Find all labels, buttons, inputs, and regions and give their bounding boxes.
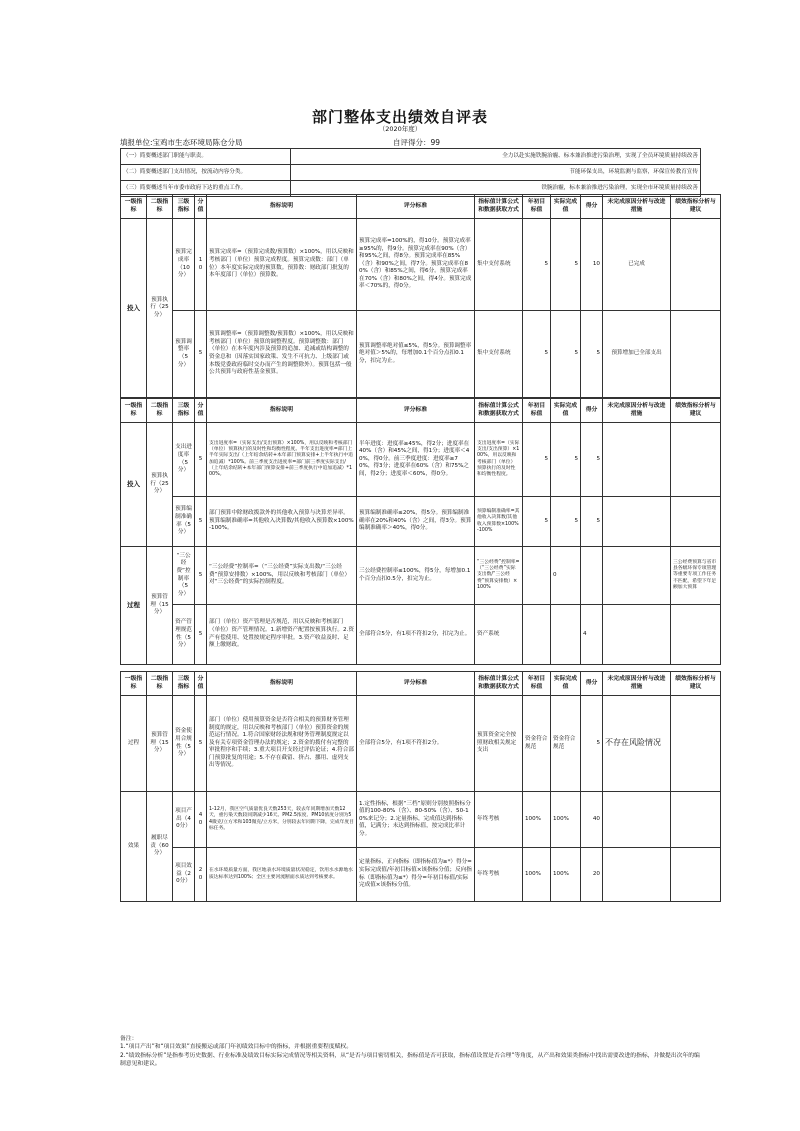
- l3-cell: 资产管理规范性（5分）: [173, 605, 195, 665]
- target-cell: 资金符合规范: [523, 696, 551, 792]
- standard-cell: 预算调整率绝对值≤5%，得5分。预算调整率绝对值＞5%的，每增加0.1个百分点扣0.1分，扣完为止。: [357, 311, 475, 398]
- score-label: 自评得分：99: [393, 138, 441, 147]
- summary-row: [121, 165, 701, 181]
- header-row: [121, 195, 721, 219]
- actual-cell: [551, 605, 581, 665]
- standard-cell: 半年进度：进度率≥45%，得2分；进度率在40%（含）和45%之间，得1分；进度率＜40%，得0分。前三季度进度：进度率≥70%，得3分；进度率在60%（含）和75%之间，得2分；进度率＜60%，得0分。: [357, 423, 475, 497]
- actual-cell: 5: [551, 311, 581, 398]
- formula-cell: 年终考核: [475, 848, 523, 902]
- actual-cell: 100%: [551, 848, 581, 902]
- header-l3: 三级指标: [173, 195, 195, 219]
- got-cell: 10: [581, 219, 603, 311]
- table-row: [121, 311, 721, 398]
- score-cell: 5: [195, 547, 207, 605]
- indicator-table-1: [120, 194, 721, 398]
- desc-cell: 支出进度率=（实际支出/支出预算）×100%，用以反映和考核部门（单位）预算执行的及时性和均衡性程度。半年支出进度率=部门上半年实际支出/（上年结余结转+本年部门预算安排+上半年执行中追加追减）*100%。前三季度支出进度率=部门前三季度实际支出/（上年结余结转+本年部门预算安排+前三季度执行中追加追减）*100%。: [207, 423, 357, 497]
- target-cell: 5: [523, 423, 551, 497]
- target-cell: 100%: [523, 792, 551, 848]
- got-cell: [581, 547, 603, 605]
- formula-cell: 预算编制准确率=其他收入决算数/其他收入预算数×100%-100%: [475, 497, 523, 547]
- l3-cell: 预算调整率（5分）: [173, 311, 195, 398]
- score-cell: 40: [195, 792, 207, 848]
- header-target: 年初目标值: [523, 195, 551, 219]
- header-got: 得分: [581, 195, 603, 219]
- notes: [120, 1035, 705, 1069]
- advice-cell: [671, 792, 721, 848]
- formula-cell: “三公经费”控制率=（“三公经费”实际支出数/“三公经费”预算安排数）×100%: [475, 547, 523, 605]
- header-target: 年初目标值: [523, 399, 551, 423]
- got-cell: 20: [581, 848, 603, 902]
- l3-cell: 预算完成率（10分）: [173, 219, 195, 311]
- target-cell: 5: [523, 311, 551, 398]
- standard-cell: 三公经费控制率≤100%，得5分，每增加0.1个百分点扣0.5分，扣完为止。: [357, 547, 475, 605]
- header-formula: 指标值计算公式和数据获取方式: [475, 399, 523, 423]
- actual-cell: 5: [551, 423, 581, 497]
- indicator-table-2: [120, 398, 721, 665]
- l2-cell: 预算管理（15分）: [147, 696, 173, 792]
- header-l1: 一级指标: [121, 672, 147, 696]
- header-desc: 指标说明: [207, 672, 357, 696]
- target-cell: 5: [523, 219, 551, 311]
- header-desc: 指标说明: [207, 399, 357, 423]
- summary-value: 铁腕治霾，标本兼治推进污染治理，实现全市环境质量持续改善: [291, 181, 701, 197]
- table-row: [121, 423, 721, 497]
- advice-cell: [671, 497, 721, 547]
- formula-cell: 集中支付系统: [475, 219, 523, 311]
- table-row: [121, 497, 721, 547]
- actual-cell: 5: [551, 497, 581, 547]
- score-cell: 5: [195, 696, 207, 792]
- target-cell: [523, 605, 551, 665]
- desc-cell: 部门（单位）使用预算资金是否符合相关的预算财务管理制度的规定，用以反映和考核部门（单位）预算资金的规范运行情况。1.符合国家财经法规和财务管理制度规定以及有关专项资金管理办法的规定；2.资金的拨付有完整的审批程序和手续；3.重大项目开支经过评估论证；4.符合部门预算批复的用途；5.不存在截留、挤占、挪用、虚列支出等情况。: [207, 696, 357, 792]
- l1-cell: 效果: [121, 792, 147, 902]
- year-label: （2020年度）: [378, 125, 422, 133]
- l2-cell: 预算管理（15分）: [147, 547, 173, 665]
- actual-cell: 资金符合规范: [551, 696, 581, 792]
- header-formula: 指标值计算公式和数据获取方式: [475, 672, 523, 696]
- table-row: [121, 605, 721, 665]
- l2-cell: 预算执行（25分）: [147, 423, 173, 547]
- header-advice: 绩效指标分析与建议: [671, 672, 721, 696]
- header-standard: 评分标准: [357, 399, 475, 423]
- header-got: 得分: [581, 672, 603, 696]
- got-cell: 5: [581, 497, 603, 547]
- header-actual: 实际完成值: [551, 195, 581, 219]
- summary-label: （三）简要概述当年市委市政府下达的重点工作。: [121, 181, 291, 197]
- standard-cell: 1.定性指标，根据“三档”原则分别按照指标分值的100-80%（含）、80-50%（含）、50-10%来记分；2.定量指标，完成值达到指标值，记满分；未达到指标值，按完成比率计分。: [357, 792, 475, 848]
- score-cell: 10: [195, 219, 207, 311]
- advice-cell: [671, 696, 721, 792]
- score-cell: 5: [195, 497, 207, 547]
- header-score: 分值: [195, 672, 207, 696]
- l3-cell: “三公经费”控制率（5分）: [173, 547, 195, 605]
- score-cell: 5: [195, 311, 207, 398]
- header-actual: 实际完成值: [551, 399, 581, 423]
- advice-cell: [671, 423, 721, 497]
- score-cell: 5: [195, 423, 207, 497]
- header-row: [121, 672, 721, 696]
- l1-cell: 投入: [121, 423, 147, 547]
- standard-cell: 全部符合5分，有1项不符扣2分。: [357, 696, 475, 792]
- advice-cell: [671, 311, 721, 398]
- l3-cell: 资金使用合规性（5分）: [173, 696, 195, 792]
- reason-cell: 已完成: [603, 219, 671, 311]
- l2-cell: 预算执行（25分）: [147, 219, 173, 398]
- desc-cell: 1-12月，我区空气质量优良天数253天，较去年同期增加天数12天，重污染天数较同期减少16天。PM2.5浓度、PM10浓度分别为54微克/立方米和103微克/立方米，分别较去年同期下降，完成年度目标任务。: [207, 792, 357, 848]
- target-cell: [523, 547, 551, 605]
- desc-cell: 预算调整率=（预算调整数/预算数）×100%，用以反映和考核部门（单位）预算的调整程度。预算调整数：部门（单位）在本年度内涉及预算的追加、追减或结构调整的资金总和（因落实国家政策、发生不可抗力、上级部门或本级党委政府临时交办而产生的调整除外）。预算包括一般公共预算与政府性基金预算。: [207, 311, 357, 398]
- header-reason: 未完成原因分析与改进措施: [603, 195, 671, 219]
- advice-cell: 三公经费预算与省市县各级环保专项管理等重要专项工作任务不匹配，希望下年足额加大预算: [671, 547, 721, 605]
- reason-cell: [603, 792, 671, 848]
- summary-value: 全力以赴实施铁腕治霾、标本兼治推进污染治理，实现了全员环境质量持续改善: [291, 149, 701, 165]
- desc-cell: 部门（单位）资产管理是否规范，用以反映和考核部门（单位）资产管理情况。1.新增资产配置按预算执行。2.资产有偿使用、处置按规定程序审批。3.资产收益及时、足额上缴财政。: [207, 605, 357, 665]
- header-standard: 评分标准: [357, 195, 475, 219]
- header-score: 分值: [195, 399, 207, 423]
- actual-cell: 5: [551, 219, 581, 311]
- notes-title: 备注：: [120, 1036, 138, 1042]
- got-cell: 5: [581, 423, 603, 497]
- header-row: [121, 399, 721, 423]
- header-target: 年初目标值: [523, 672, 551, 696]
- header-l3: 三级指标: [173, 672, 195, 696]
- standard-cell: 定量指标，正向指标（即指标值为≥*）得分=实际完成值/年初目标值×该指标分值；反向指标（即指标值为≤*）得分=年初目标值/实际完成值×该指标分值。: [357, 848, 475, 902]
- l2-cell: 履职尽责（60分）: [147, 792, 173, 902]
- header-actual: 实际完成值: [551, 672, 581, 696]
- notes-line: 1.“项目产出”和“项目效果”直接搬运或部门年初绩效目标中的指标，并根据重要程度赋权。: [120, 1044, 353, 1051]
- reason-cell: [603, 848, 671, 902]
- l3-cell: 支出进度率（5分）: [173, 423, 195, 497]
- header-got: 得分: [581, 399, 603, 423]
- summary-row: [121, 149, 701, 165]
- got-cell: 5: [581, 696, 603, 792]
- desc-cell: 在水环境质量方面，我区地表水环境质量状况稳定，饮用水水源地水质达标率达到100%；全区主要河流断面水质达到考核要求。: [207, 848, 357, 902]
- header-advice: 绩效指标分析与建议: [671, 195, 721, 219]
- unit-label: 填报单位:宝鸡市生态环境局陈仓分局: [120, 138, 243, 147]
- table-row: [121, 848, 721, 902]
- indicator-table-3: [120, 671, 721, 902]
- desc-cell: “三公经费”控制率=（“三公经费”实际支出数/“三公经费”预算安排数）×100%，用以反映和考核部门（单位）对“三公经费”的实际控制程度。: [207, 547, 357, 605]
- standard-cell: 预算编制准确率≤20%，得5分。预算编制准确率在20%和40%（含）之间，得3分。预算编制准确率＞40%，得0分。: [357, 497, 475, 547]
- table-row: [121, 792, 721, 848]
- header-reason: 未完成原因分析与改进措施: [603, 399, 671, 423]
- summary-label: （一）简要概述部门职能与职责。: [121, 149, 291, 165]
- header-l2: 二级指标: [147, 672, 173, 696]
- summary-value: 节能环保支出，环境监测与监察，环保宣传教育宣传: [291, 165, 701, 181]
- l1-cell: 过程: [121, 696, 147, 792]
- reason-cell: 不存在风险情况: [603, 696, 671, 792]
- header-reason: 未完成原因分析与改进措施: [603, 672, 671, 696]
- formula-cell: 预算资金完全按照财政相关规定支出: [475, 696, 523, 792]
- got-cell: 5: [581, 311, 603, 398]
- formula-cell: 资产系统: [475, 605, 523, 665]
- reason-cell: 预算增加已全部支出: [603, 311, 671, 398]
- header-l1: 一级指标: [121, 399, 147, 423]
- formula-cell: 集中支付系统: [475, 311, 523, 398]
- standard-cell: 预算完成率=100%的，得10分。预算完成率≥95%的，得9分。预算完成率在90%（含）和95%之间，得8分。预算完成率在85%（含）和90%之间，得7分。预算完成率在80%（含）和85%之间，得6分。预算完成率在70%（含）和80%之间，得4分。预算完成率＜70%的，得0分。: [357, 219, 475, 311]
- advice-cell: [671, 848, 721, 902]
- header-score: 分值: [195, 195, 207, 219]
- target-cell: 100%: [523, 848, 551, 902]
- desc-cell: 预算完成率=（预算完成数/预算数）×100%，用以反映和考核部门（单位）预算完成程度。预算完成数：部门（单位）本年度实际完成的预算数。预算数：财政部门批复的本年度部门（单位）预算数。: [207, 219, 357, 311]
- page-title: 部门整体支出绩效自评表: [311, 108, 488, 126]
- score-cell: 5: [195, 605, 207, 665]
- header-desc: 指标说明: [207, 195, 357, 219]
- target-cell: 5: [523, 497, 551, 547]
- header-l1: 一级指标: [121, 195, 147, 219]
- l3-cell: 项目产出（40分）: [173, 792, 195, 848]
- summary-label: （二）简要概述部门支出情况，按流动内容分类。: [121, 165, 291, 181]
- advice-cell: [671, 605, 721, 665]
- l3-cell: 预算编制准确率（5分）: [173, 497, 195, 547]
- actual-cell: 0: [551, 547, 581, 605]
- advice-cell: [671, 219, 721, 311]
- table-row: [121, 547, 721, 605]
- header-l2: 二级指标: [147, 195, 173, 219]
- formula-cell: 年终考核: [475, 792, 523, 848]
- reason-cell: [603, 605, 671, 665]
- header-formula: 指标值计算公式和数据获取方式: [475, 195, 523, 219]
- header-l3: 三级指标: [173, 399, 195, 423]
- l1-cell: 投入: [121, 219, 147, 398]
- reason-cell: [603, 423, 671, 497]
- score-cell: 20: [195, 848, 207, 902]
- reason-cell: [603, 497, 671, 547]
- header-l2: 二级指标: [147, 399, 173, 423]
- actual-cell: 100%: [551, 792, 581, 848]
- table-row: [121, 219, 721, 311]
- got-cell: 4: [581, 605, 603, 665]
- desc-cell: 部门预算中除财政拨款外的其他收入预算与决算差异率。预算编制准确率=其他收入决算数/其他收入预算数×100%-100%。: [207, 497, 357, 547]
- notes-line: 2.“绩效指标分析”是指参考历史数据、行业标准及绩效目标实际完成情况等相关资料，从“是否与项目密切相关，指标值是否可获取，指标值设置是否合理”等角度，从产出和效果类指标中找出需要改进的指标，并做提出次年的编制意见和建议。: [120, 1052, 700, 1068]
- standard-cell: 全部符合5分，有1项不符扣2分，扣完为止。: [357, 605, 475, 665]
- l1-cell: 过程: [121, 547, 147, 665]
- formula-cell: 支出进度率=（实际支出/支出预算）×100%，用以反映和考核部门（单位）预算执行的及时性和均衡性程度。: [475, 423, 523, 497]
- header-advice: 绩效指标分析与建议: [671, 399, 721, 423]
- table-row: [121, 696, 721, 792]
- l3-cell: 项目效益（20分）: [173, 848, 195, 902]
- got-cell: 40: [581, 792, 603, 848]
- summary-table: [120, 148, 701, 197]
- reason-cell: [603, 547, 671, 605]
- header-standard: 评分标准: [357, 672, 475, 696]
